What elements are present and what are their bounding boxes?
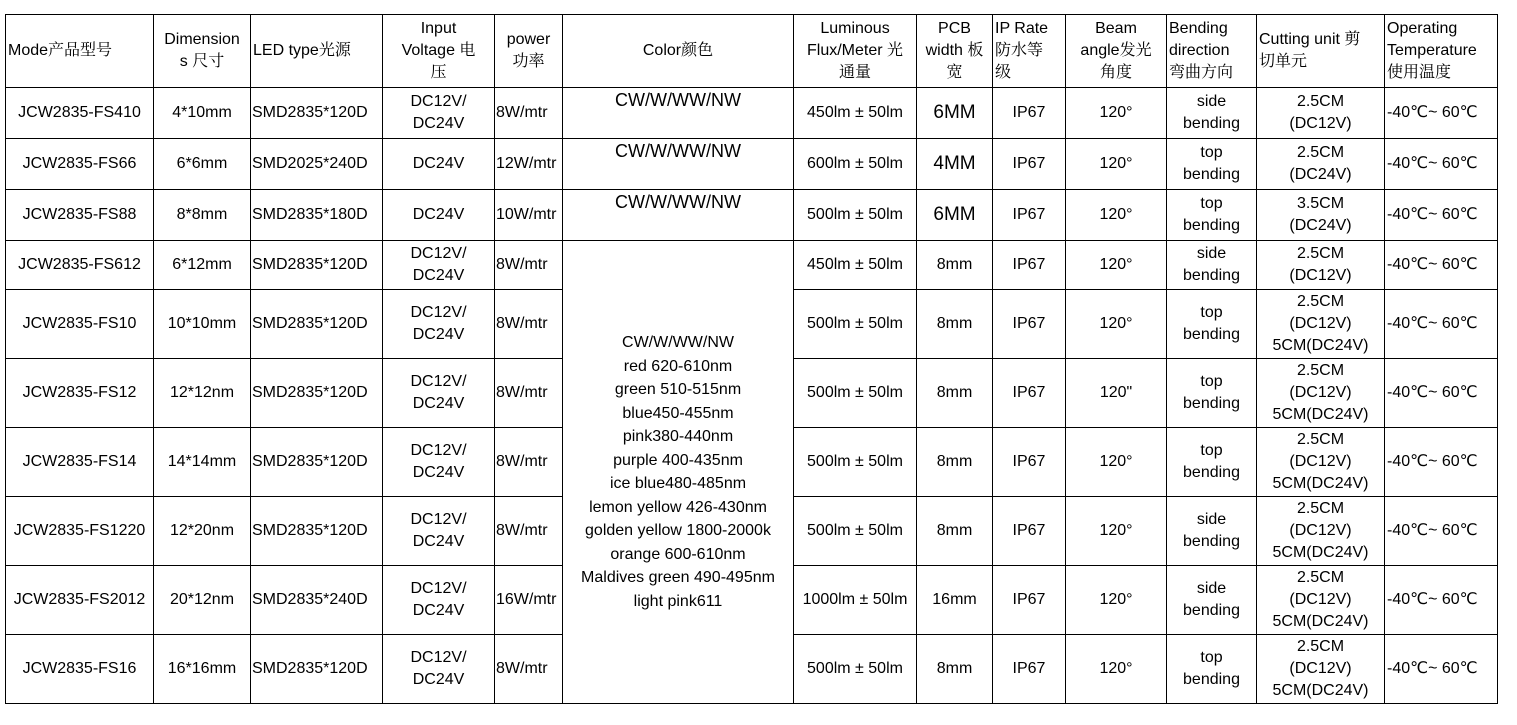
cell-dimension: 4*10mm <box>154 88 251 139</box>
header-color: Color颜色 <box>563 15 794 88</box>
cell-pcb: 16mm <box>917 566 993 635</box>
cell-pcb: 4MM <box>917 139 993 190</box>
spec-table <box>5 14 1498 704</box>
header-row <box>6 15 1498 88</box>
cell-beam: 120" <box>1066 359 1167 428</box>
cell-led-type: SMD2835*120D <box>251 290 383 359</box>
cell-dimension: 12*20nm <box>154 497 251 566</box>
cell-dimension: 10*10mm <box>154 290 251 359</box>
cell-beam: 120° <box>1066 566 1167 635</box>
cell-bending: top bending <box>1167 635 1257 704</box>
cell-dimension: 6*6mm <box>154 139 251 190</box>
cell-led-type: SMD2025*240D <box>251 139 383 190</box>
cell-ip: IP67 <box>993 290 1066 359</box>
cell-ip: IP67 <box>993 241 1066 290</box>
header-beam: Beam angle发光 角度 <box>1066 15 1167 88</box>
cell-cutting: 2.5CM (DC12V) 5CM(DC24V) <box>1257 566 1385 635</box>
cell-bending: side bending <box>1167 241 1257 290</box>
cell-power: 8W/mtr <box>495 88 563 139</box>
cell-dimension: 14*14mm <box>154 428 251 497</box>
cell-luminous: 500lm ± 50lm <box>794 635 917 704</box>
cell-ip: IP67 <box>993 635 1066 704</box>
cell-dimension: 16*16mm <box>154 635 251 704</box>
cell-cutting: 2.5CM (DC24V) <box>1257 139 1385 190</box>
cell-beam: 120° <box>1066 428 1167 497</box>
cell-pcb: 8mm <box>917 635 993 704</box>
cell-pcb: 8mm <box>917 290 993 359</box>
cell-model: JCW2835-FS12 <box>6 359 154 428</box>
cell-bending: top bending <box>1167 359 1257 428</box>
cell-temperature: -40℃~ 60℃ <box>1385 566 1498 635</box>
cell-model: JCW2835-FS66 <box>6 139 154 190</box>
cell-power: 8W/mtr <box>495 241 563 290</box>
header-ip: IP Rate 防水等 级 <box>993 15 1066 88</box>
header-cutting: Cutting unit 剪 切单元 <box>1257 15 1385 88</box>
table-row <box>6 241 1498 290</box>
header-temperature: Operating Temperature 使用温度 <box>1385 15 1498 88</box>
cell-pcb: 8mm <box>917 497 993 566</box>
cell-beam: 120° <box>1066 497 1167 566</box>
header-luminous: Luminous Flux/Meter 光 通量 <box>794 15 917 88</box>
cell-pcb: 8mm <box>917 428 993 497</box>
cell-beam: 120° <box>1066 241 1167 290</box>
cell-luminous: 500lm ± 50lm <box>794 359 917 428</box>
cell-beam: 120° <box>1066 190 1167 241</box>
cell-dimension: 8*8mm <box>154 190 251 241</box>
cell-temperature: -40℃~ 60℃ <box>1385 428 1498 497</box>
cell-temperature: -40℃~ 60℃ <box>1385 635 1498 704</box>
cell-temperature: -40℃~ 60℃ <box>1385 190 1498 241</box>
cell-ip: IP67 <box>993 359 1066 428</box>
cell-voltage: DC12V/ DC24V <box>383 241 495 290</box>
cell-led-type: SMD2835*120D <box>251 241 383 290</box>
cell-pcb: 8mm <box>917 359 993 428</box>
cell-cutting: 2.5CM (DC12V) <box>1257 241 1385 290</box>
cell-model: JCW2835-FS88 <box>6 190 154 241</box>
cell-cutting: 2.5CM (DC12V) 5CM(DC24V) <box>1257 635 1385 704</box>
cell-temperature: -40℃~ 60℃ <box>1385 139 1498 190</box>
cell-power: 8W/mtr <box>495 635 563 704</box>
cell-model: JCW2835-FS1220 <box>6 497 154 566</box>
cell-led-type: SMD2835*180D <box>251 190 383 241</box>
cell-bending: top bending <box>1167 190 1257 241</box>
cell-temperature: -40℃~ 60℃ <box>1385 359 1498 428</box>
table-row <box>6 139 1498 190</box>
cell-cutting: 2.5CM (DC12V) 5CM(DC24V) <box>1257 290 1385 359</box>
cell-pcb: 6MM <box>917 190 993 241</box>
cell-voltage: DC12V/ DC24V <box>383 635 495 704</box>
cell-cutting: 2.5CM (DC12V) 5CM(DC24V) <box>1257 428 1385 497</box>
cell-led-type: SMD2835*120D <box>251 497 383 566</box>
cell-ip: IP67 <box>993 497 1066 566</box>
cell-power: 12W/mtr <box>495 139 563 190</box>
cell-model: JCW2835-FS14 <box>6 428 154 497</box>
header-pcb: PCB width 板 宽 <box>917 15 993 88</box>
cell-temperature: -40℃~ 60℃ <box>1385 88 1498 139</box>
header-bending: Bending direction 弯曲方向 <box>1167 15 1257 88</box>
header-dimension: Dimension s 尺寸 <box>154 15 251 88</box>
cell-luminous: 500lm ± 50lm <box>794 497 917 566</box>
cell-pcb: 8mm <box>917 241 993 290</box>
cell-power: 16W/mtr <box>495 566 563 635</box>
cell-dimension: 6*12mm <box>154 241 251 290</box>
cell-voltage: DC24V <box>383 190 495 241</box>
cell-color: CW/W/WW/NW <box>563 139 794 190</box>
cell-color: CW/W/WW/NW <box>563 88 794 139</box>
cell-power: 8W/mtr <box>495 497 563 566</box>
cell-beam: 120° <box>1066 635 1167 704</box>
cell-voltage: DC12V/ DC24V <box>383 497 495 566</box>
cell-power: 10W/mtr <box>495 190 563 241</box>
header-input-voltage: Input Voltage 电 压 <box>383 15 495 88</box>
cell-beam: 120° <box>1066 139 1167 190</box>
cell-cutting: 3.5CM (DC24V) <box>1257 190 1385 241</box>
cell-dimension: 20*12nm <box>154 566 251 635</box>
cell-voltage: DC12V/ DC24V <box>383 88 495 139</box>
table-row <box>6 190 1498 241</box>
cell-pcb: 6MM <box>917 88 993 139</box>
header-model: Mode产品型号 <box>6 15 154 88</box>
cell-voltage: DC24V <box>383 139 495 190</box>
cell-bending: top bending <box>1167 290 1257 359</box>
cell-temperature: -40℃~ 60℃ <box>1385 290 1498 359</box>
cell-bending: top bending <box>1167 428 1257 497</box>
cell-ip: IP67 <box>993 88 1066 139</box>
cell-luminous: 450lm ± 50lm <box>794 241 917 290</box>
cell-ip: IP67 <box>993 566 1066 635</box>
cell-beam: 120° <box>1066 290 1167 359</box>
cell-bending: top bending <box>1167 139 1257 190</box>
cell-voltage: DC12V/ DC24V <box>383 428 495 497</box>
cell-luminous: 500lm ± 50lm <box>794 428 917 497</box>
cell-temperature: -40℃~ 60℃ <box>1385 241 1498 290</box>
cell-color-merged: CW/W/WW/NW red 620-610nm green 510-515nm blue450-455nm pink380-440nm purple 400-435nm ice blue480-485nm lemon yellow 426-430nm golden yellow 1800-2000k orange 600-610nm Maldives green 490-495nm light pink611 <box>563 241 794 704</box>
cell-cutting: 2.5CM (DC12V) <box>1257 88 1385 139</box>
cell-luminous: 450lm ± 50lm <box>794 88 917 139</box>
cell-beam: 120° <box>1066 88 1167 139</box>
cell-luminous: 1000lm ± 50lm <box>794 566 917 635</box>
cell-model: JCW2835-FS410 <box>6 88 154 139</box>
cell-led-type: SMD2835*120D <box>251 88 383 139</box>
header-led-type: LED type光源 <box>251 15 383 88</box>
cell-bending: side bending <box>1167 566 1257 635</box>
cell-voltage: DC12V/ DC24V <box>383 566 495 635</box>
cell-voltage: DC12V/ DC24V <box>383 359 495 428</box>
cell-model: JCW2835-FS2012 <box>6 566 154 635</box>
cell-color: CW/W/WW/NW <box>563 190 794 241</box>
cell-voltage: DC12V/ DC24V <box>383 290 495 359</box>
header-power: power 功率 <box>495 15 563 88</box>
cell-led-type: SMD2835*240D <box>251 566 383 635</box>
cell-bending: side bending <box>1167 88 1257 139</box>
cell-led-type: SMD2835*120D <box>251 359 383 428</box>
cell-luminous: 600lm ± 50lm <box>794 139 917 190</box>
cell-bending: side bending <box>1167 497 1257 566</box>
cell-model: JCW2835-FS16 <box>6 635 154 704</box>
cell-power: 8W/mtr <box>495 290 563 359</box>
cell-dimension: 12*12nm <box>154 359 251 428</box>
cell-ip: IP67 <box>993 190 1066 241</box>
cell-power: 8W/mtr <box>495 359 563 428</box>
cell-temperature: -40℃~ 60℃ <box>1385 497 1498 566</box>
cell-model: JCW2835-FS10 <box>6 290 154 359</box>
table-row <box>6 88 1498 139</box>
cell-led-type: SMD2835*120D <box>251 428 383 497</box>
cell-cutting: 2.5CM (DC12V) 5CM(DC24V) <box>1257 359 1385 428</box>
cell-cutting: 2.5CM (DC12V) 5CM(DC24V) <box>1257 497 1385 566</box>
cell-power: 8W/mtr <box>495 428 563 497</box>
cell-luminous: 500lm ± 50lm <box>794 290 917 359</box>
cell-luminous: 500lm ± 50lm <box>794 190 917 241</box>
cell-led-type: SMD2835*120D <box>251 635 383 704</box>
cell-model: JCW2835-FS612 <box>6 241 154 290</box>
cell-ip: IP67 <box>993 428 1066 497</box>
cell-ip: IP67 <box>993 139 1066 190</box>
